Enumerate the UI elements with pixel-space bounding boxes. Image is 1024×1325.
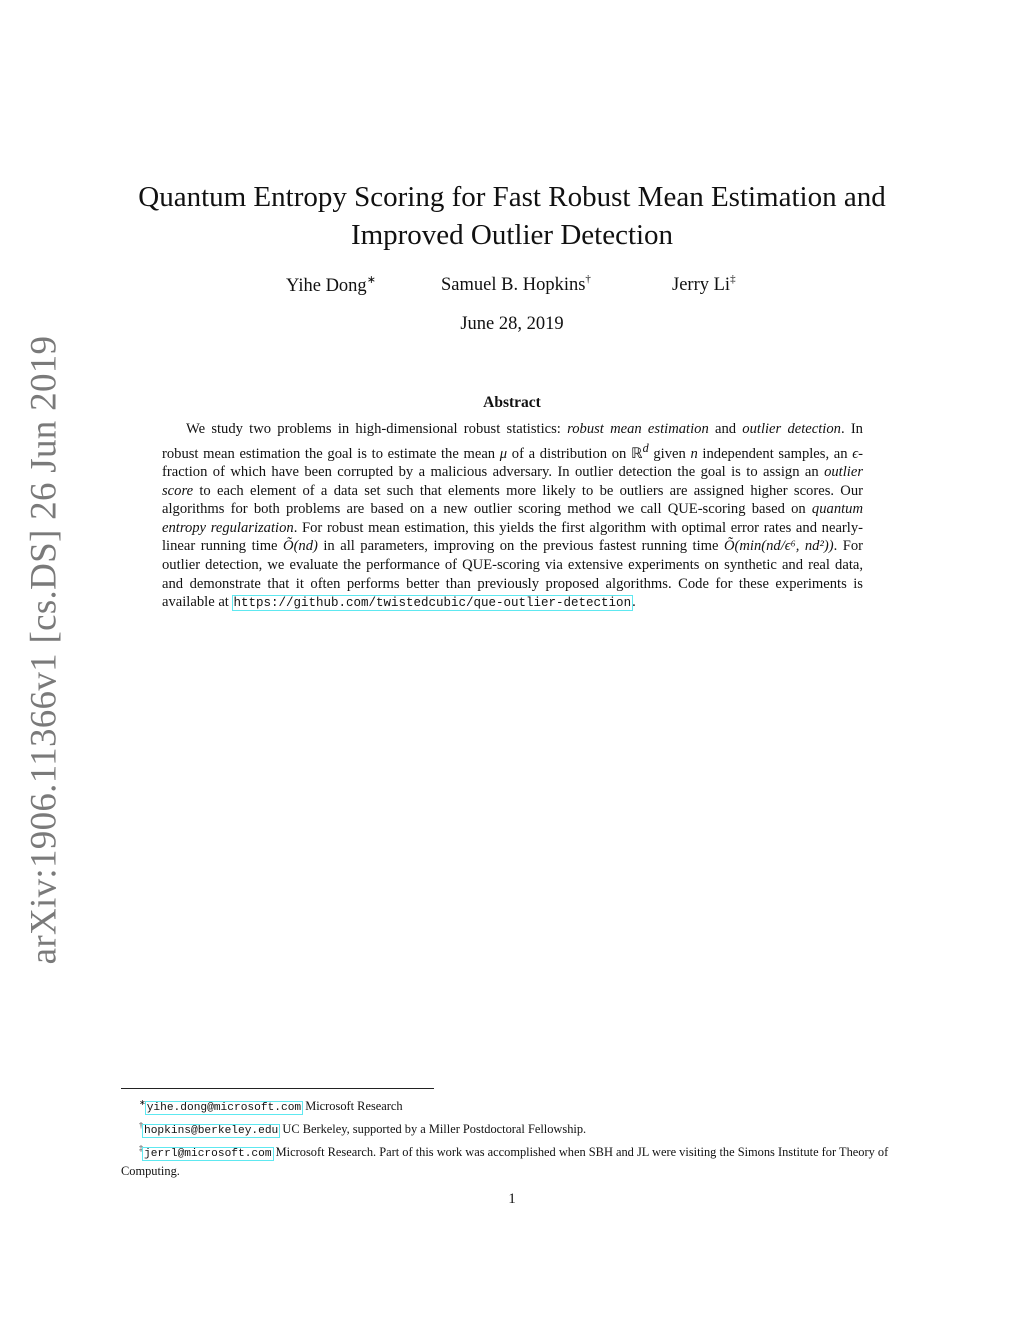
author-samuel-hopkins: Samuel B. Hopkins† [441, 273, 591, 296]
abstract-body: We study two problems in high-dimensional robust statistics: robust mean estimation and outlier detection. In robust mean estimation the goal is to estimate the mean μ of a distribution on ℝ$^d$ given n independent samples, an ϵ-fraction of which have been corrupted by a malicious adversary. In outlier detection the goal is to assign an outlier score to each element of a data set such that elements more likely to be outliers are assigned higher scores. Our algorithms for both problems are based on a new outlier scoring method we call QUE-scoring based on quantum entropy regularization. For robust mean estimation, this yields the first algorithm with optimal error rates and nearly-linear running time Õ(nd) in all parameters, improving on the previous fastest running time Õ(min(nd/ϵ⁶, nd²)). For outlier detection, we evaluate the performance of QUE-scoring via extensive experiments on synthetic and real data, and demonstrate that it often performs better than previously proposed algorithms. Code for these experiments is available at https://github.com/twistedcubic/que-outlier-detection. [162, 421, 863, 611]
page-number: 1 [508, 1191, 516, 1207]
email-link-yihe[interactable]: yihe.dong@microsoft.com [146, 1102, 302, 1115]
author-footnote-mark[interactable]: ‡ [730, 273, 736, 285]
footnotes [121, 1094, 907, 1180]
author-jerry-li: Jerry Li‡ [672, 273, 736, 296]
footnote-3: ‡jerrl@microsoft.com Microsoft Research. Part of this work was accomplished when SBH and JL were visiting the Simons Institute for Theory of Computing. [121, 1144, 889, 1179]
footnote-1: ∗yihe.dong@microsoft.com Microsoft Research [139, 1098, 403, 1115]
author-footnote-mark[interactable]: † [585, 273, 591, 285]
email-link-jerry[interactable]: jerrl@microsoft.com [144, 1148, 272, 1161]
footnote-2: †hopkins@berkeley.edu UC Berkeley, supported by a Miller Postdoctoral Fellowship. [139, 1121, 587, 1138]
arxiv-identifier-stamp[interactable]: arXiv:1906.11366v1 [cs.DS] 26 Jun 2019 [23, 335, 65, 965]
abstract-heading: Abstract [483, 394, 541, 411]
footnote-divider [121, 1088, 434, 1089]
code-repository-link[interactable]: https://github.com/twistedcubic/que-outlier-detection [233, 596, 632, 611]
paper-title [110, 178, 914, 254]
author-yihe-dong: Yihe Dong∗ [286, 274, 376, 297]
author-footnote-mark[interactable]: ∗ [366, 274, 376, 286]
title-line-1: Quantum Entropy Scoring for Fast Robust Mean Estimation and [138, 181, 886, 213]
publication-date: June 28, 2019 [460, 314, 564, 334]
email-link-hopkins[interactable]: hopkins@berkeley.edu [144, 1125, 279, 1138]
author-list [0, 274, 1024, 300]
title-line-2: Improved Outlier Detection [350, 219, 674, 251]
